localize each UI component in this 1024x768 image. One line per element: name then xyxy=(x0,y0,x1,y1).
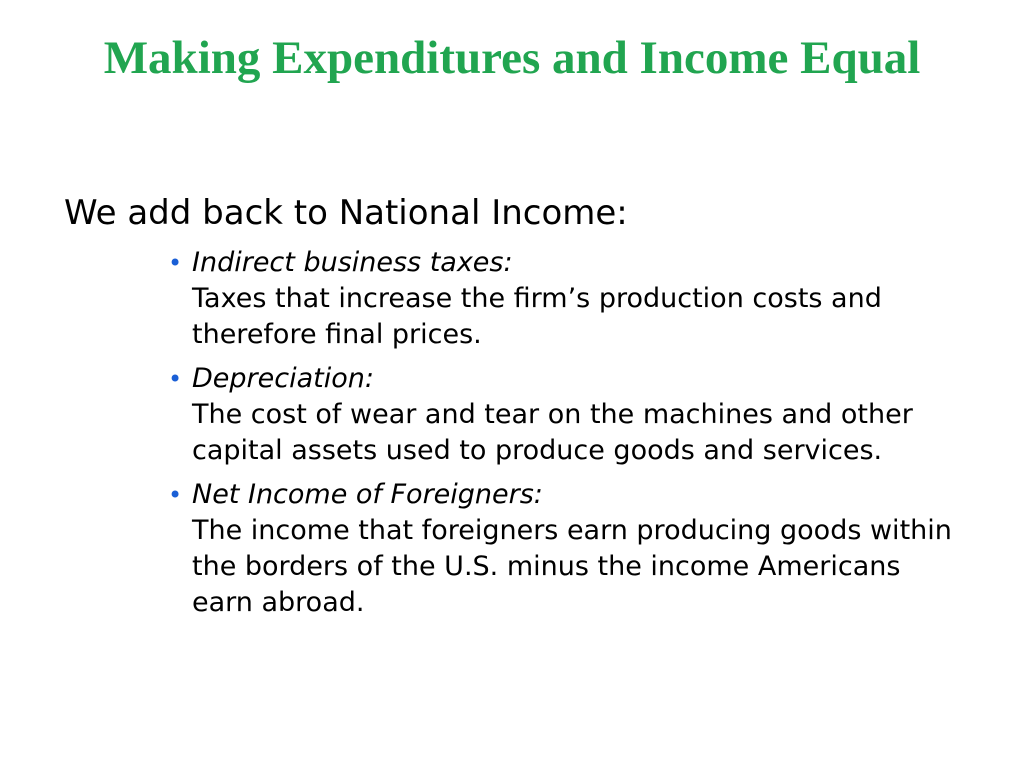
bullet-list xyxy=(168,245,958,629)
slide-title: Making Expenditures and Income Equal xyxy=(103,32,921,84)
bullet-term: Depreciation: xyxy=(192,363,374,394)
bullet-icon: • xyxy=(168,365,183,393)
bullet-definition: The cost of wear and tear on the machines and other capital assets used to produce goods and services. xyxy=(192,399,913,466)
bullet-definition: Taxes that increase the firm’s production costs and therefore final prices. xyxy=(192,283,882,350)
bullet-term: Net Income of Foreigners: xyxy=(192,479,543,510)
bullet-definition: The income that foreigners earn producing goods within the borders of the U.S. minus the income Americans earn abroad. xyxy=(192,515,952,618)
bullet-item-depreciation xyxy=(168,361,958,469)
bullet-icon: • xyxy=(168,481,183,509)
bullet-item-net-income-of-foreigners xyxy=(168,477,958,621)
bullet-item-indirect-business-taxes xyxy=(168,245,958,353)
bullet-icon: • xyxy=(168,249,183,277)
intro-text: We add back to National Income: xyxy=(64,193,628,233)
bullet-term: Indirect business taxes: xyxy=(192,247,513,278)
